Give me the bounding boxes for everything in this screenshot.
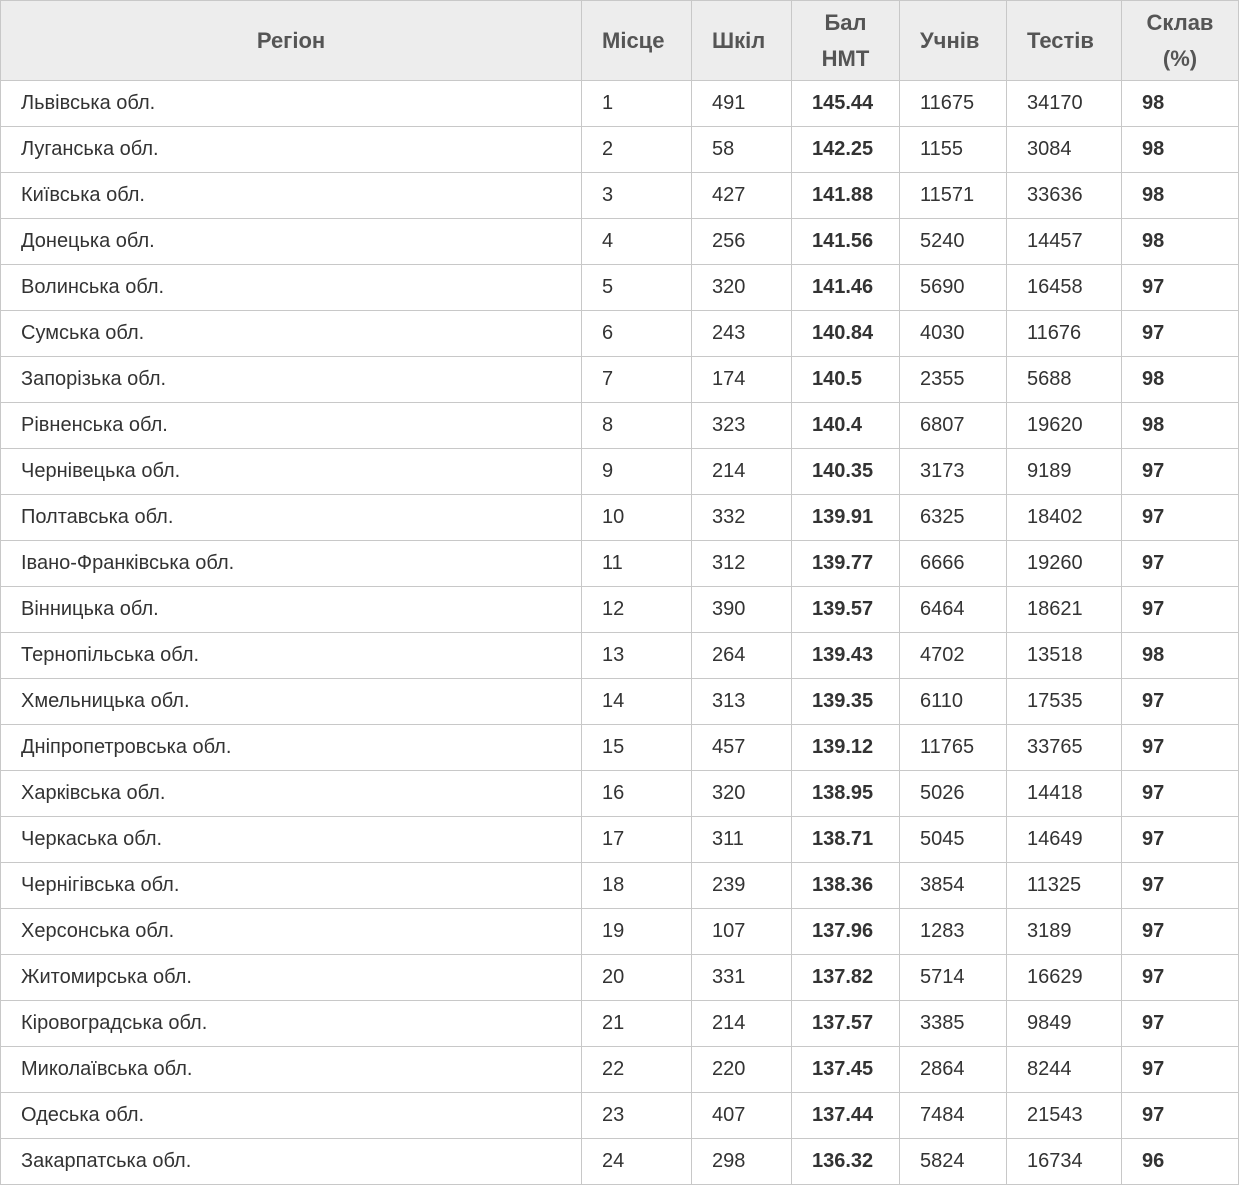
cell-place: 2: [582, 127, 692, 173]
cell-schools: 323: [692, 403, 792, 449]
table-row: [1, 357, 1239, 403]
cell-place: 18: [582, 863, 692, 909]
header-tests[interactable]: Тестів: [1007, 1, 1122, 81]
cell-region: Луганська обл.: [1, 127, 582, 173]
cell-students: 6807: [900, 403, 1007, 449]
cell-pass: 98: [1122, 357, 1239, 403]
cell-schools: 174: [692, 357, 792, 403]
cell-place: 23: [582, 1093, 692, 1139]
table-row: [1, 955, 1239, 1001]
header-pass[interactable]: [1122, 1, 1239, 81]
cell-score: 136.32: [792, 1139, 900, 1185]
cell-students: 5240: [900, 219, 1007, 265]
cell-pass: 97: [1122, 1001, 1239, 1047]
cell-tests: 11325: [1007, 863, 1122, 909]
cell-region: Харківська обл.: [1, 771, 582, 817]
table-row: [1, 265, 1239, 311]
header-score[interactable]: [792, 1, 900, 81]
cell-tests: 14418: [1007, 771, 1122, 817]
cell-tests: 9189: [1007, 449, 1122, 495]
cell-schools: 214: [692, 1001, 792, 1047]
cell-tests: 9849: [1007, 1001, 1122, 1047]
cell-region: Тернопільська обл.: [1, 633, 582, 679]
cell-students: 11675: [900, 81, 1007, 127]
cell-schools: 427: [692, 173, 792, 219]
cell-score: 141.88: [792, 173, 900, 219]
cell-place: 15: [582, 725, 692, 771]
cell-pass: 96: [1122, 1139, 1239, 1185]
table-row: [1, 1047, 1239, 1093]
cell-schools: 298: [692, 1139, 792, 1185]
cell-score: 137.57: [792, 1001, 900, 1047]
cell-schools: 332: [692, 495, 792, 541]
cell-schools: 407: [692, 1093, 792, 1139]
cell-pass: 97: [1122, 817, 1239, 863]
table-row: [1, 817, 1239, 863]
cell-score: 141.46: [792, 265, 900, 311]
cell-pass: 97: [1122, 541, 1239, 587]
cell-pass: 98: [1122, 173, 1239, 219]
cell-place: 22: [582, 1047, 692, 1093]
cell-score: 138.95: [792, 771, 900, 817]
cell-place: 19: [582, 909, 692, 955]
cell-score: 137.82: [792, 955, 900, 1001]
cell-students: 5824: [900, 1139, 1007, 1185]
header-pass-line1: Склав: [1146, 9, 1214, 35]
cell-region: Чернігівська обл.: [1, 863, 582, 909]
cell-schools: 107: [692, 909, 792, 955]
cell-schools: 313: [692, 679, 792, 725]
table-row: [1, 1001, 1239, 1047]
cell-score: 139.77: [792, 541, 900, 587]
cell-pass: 97: [1122, 909, 1239, 955]
cell-place: 7: [582, 357, 692, 403]
cell-students: 5026: [900, 771, 1007, 817]
cell-students: 1283: [900, 909, 1007, 955]
cell-place: 12: [582, 587, 692, 633]
cell-schools: 320: [692, 771, 792, 817]
cell-tests: 3084: [1007, 127, 1122, 173]
cell-tests: 33636: [1007, 173, 1122, 219]
cell-tests: 14649: [1007, 817, 1122, 863]
cell-schools: 331: [692, 955, 792, 1001]
cell-score: 137.96: [792, 909, 900, 955]
cell-schools: 457: [692, 725, 792, 771]
cell-place: 9: [582, 449, 692, 495]
cell-region: Донецька обл.: [1, 219, 582, 265]
cell-place: 21: [582, 1001, 692, 1047]
cell-tests: 5688: [1007, 357, 1122, 403]
cell-schools: 264: [692, 633, 792, 679]
table-row: [1, 541, 1239, 587]
cell-region: Запорізька обл.: [1, 357, 582, 403]
cell-pass: 97: [1122, 1093, 1239, 1139]
cell-tests: 19260: [1007, 541, 1122, 587]
header-students[interactable]: Учнів: [900, 1, 1007, 81]
cell-score: 138.36: [792, 863, 900, 909]
cell-region: Закарпатська обл.: [1, 1139, 582, 1185]
cell-place: 16: [582, 771, 692, 817]
cell-pass: 97: [1122, 311, 1239, 357]
cell-students: 4030: [900, 311, 1007, 357]
table-row: [1, 1093, 1239, 1139]
cell-tests: 8244: [1007, 1047, 1122, 1093]
cell-students: 3173: [900, 449, 1007, 495]
table-row: [1, 127, 1239, 173]
cell-region: Вінницька обл.: [1, 587, 582, 633]
cell-schools: 491: [692, 81, 792, 127]
table-row: [1, 311, 1239, 357]
cell-tests: 14457: [1007, 219, 1122, 265]
header-pass-line2: (%): [1162, 45, 1198, 71]
cell-score: 137.45: [792, 1047, 900, 1093]
cell-pass: 97: [1122, 955, 1239, 1001]
cell-tests: 17535: [1007, 679, 1122, 725]
cell-region: Дніпропетровська обл.: [1, 725, 582, 771]
cell-score: 142.25: [792, 127, 900, 173]
cell-tests: 11676: [1007, 311, 1122, 357]
cell-students: 7484: [900, 1093, 1007, 1139]
cell-region: Сумська обл.: [1, 311, 582, 357]
cell-tests: 18402: [1007, 495, 1122, 541]
header-row: [1, 1, 1239, 81]
cell-pass: 97: [1122, 679, 1239, 725]
cell-tests: 16458: [1007, 265, 1122, 311]
cell-region: Рівненська обл.: [1, 403, 582, 449]
cell-pass: 97: [1122, 265, 1239, 311]
cell-score: 138.71: [792, 817, 900, 863]
cell-pass: 97: [1122, 449, 1239, 495]
cell-score: 145.44: [792, 81, 900, 127]
cell-region: Хмельницька обл.: [1, 679, 582, 725]
cell-place: 8: [582, 403, 692, 449]
cell-region: Івано-Франківська обл.: [1, 541, 582, 587]
cell-score: 139.91: [792, 495, 900, 541]
cell-schools: 239: [692, 863, 792, 909]
cell-students: 5714: [900, 955, 1007, 1001]
table-header: [1, 1, 1239, 81]
cell-score: 137.44: [792, 1093, 900, 1139]
header-region[interactable]: Регіон: [1, 1, 582, 81]
cell-pass: 98: [1122, 127, 1239, 173]
cell-students: 3854: [900, 863, 1007, 909]
cell-place: 11: [582, 541, 692, 587]
cell-tests: 16734: [1007, 1139, 1122, 1185]
cell-students: 2864: [900, 1047, 1007, 1093]
cell-pass: 97: [1122, 725, 1239, 771]
cell-pass: 98: [1122, 403, 1239, 449]
cell-students: 4702: [900, 633, 1007, 679]
table-row: [1, 725, 1239, 771]
cell-tests: 21543: [1007, 1093, 1122, 1139]
table-body: [1, 81, 1239, 1185]
cell-place: 6: [582, 311, 692, 357]
cell-schools: 320: [692, 265, 792, 311]
cell-region: Миколаївська обл.: [1, 1047, 582, 1093]
header-score-line2: НМТ: [821, 45, 870, 71]
cell-region: Черкаська обл.: [1, 817, 582, 863]
cell-schools: 311: [692, 817, 792, 863]
cell-score: 140.84: [792, 311, 900, 357]
cell-pass: 97: [1122, 863, 1239, 909]
cell-score: 140.4: [792, 403, 900, 449]
cell-region: Київська обл.: [1, 173, 582, 219]
cell-students: 5045: [900, 817, 1007, 863]
cell-region: Кіровоградська обл.: [1, 1001, 582, 1047]
cell-students: 6666: [900, 541, 1007, 587]
cell-schools: 256: [692, 219, 792, 265]
cell-score: 140.5: [792, 357, 900, 403]
cell-score: 139.57: [792, 587, 900, 633]
cell-place: 5: [582, 265, 692, 311]
table-row: [1, 449, 1239, 495]
cell-students: 6110: [900, 679, 1007, 725]
cell-region: Чернівецька обл.: [1, 449, 582, 495]
cell-place: 24: [582, 1139, 692, 1185]
cell-schools: 312: [692, 541, 792, 587]
table-row: [1, 909, 1239, 955]
cell-place: 13: [582, 633, 692, 679]
cell-place: 14: [582, 679, 692, 725]
cell-region: Волинська обл.: [1, 265, 582, 311]
cell-place: 20: [582, 955, 692, 1001]
cell-place: 3: [582, 173, 692, 219]
header-schools[interactable]: Шкіл: [692, 1, 792, 81]
cell-schools: 58: [692, 127, 792, 173]
cell-score: 139.35: [792, 679, 900, 725]
cell-schools: 390: [692, 587, 792, 633]
cell-students: 3385: [900, 1001, 1007, 1047]
cell-place: 4: [582, 219, 692, 265]
header-place[interactable]: Місце: [582, 1, 692, 81]
cell-tests: 16629: [1007, 955, 1122, 1001]
cell-region: Житомирська обл.: [1, 955, 582, 1001]
cell-tests: 3189: [1007, 909, 1122, 955]
cell-place: 10: [582, 495, 692, 541]
cell-schools: 220: [692, 1047, 792, 1093]
cell-schools: 243: [692, 311, 792, 357]
cell-score: 141.56: [792, 219, 900, 265]
table-row: [1, 173, 1239, 219]
table-row: [1, 495, 1239, 541]
cell-schools: 214: [692, 449, 792, 495]
cell-score: 139.43: [792, 633, 900, 679]
cell-pass: 97: [1122, 771, 1239, 817]
cell-region: Одеська обл.: [1, 1093, 582, 1139]
cell-students: 6464: [900, 587, 1007, 633]
cell-pass: 97: [1122, 587, 1239, 633]
table-row: [1, 403, 1239, 449]
cell-region: Херсонська обл.: [1, 909, 582, 955]
cell-pass: 98: [1122, 81, 1239, 127]
table-row: [1, 81, 1239, 127]
cell-tests: 34170: [1007, 81, 1122, 127]
cell-pass: 98: [1122, 633, 1239, 679]
cell-score: 139.12: [792, 725, 900, 771]
table-row: [1, 219, 1239, 265]
header-score-line1: Бал: [824, 9, 867, 35]
cell-students: 11571: [900, 173, 1007, 219]
cell-tests: 33765: [1007, 725, 1122, 771]
cell-students: 11765: [900, 725, 1007, 771]
cell-region: Львівська обл.: [1, 81, 582, 127]
cell-students: 1155: [900, 127, 1007, 173]
table-row: [1, 1139, 1239, 1185]
cell-pass: 98: [1122, 219, 1239, 265]
cell-place: 1: [582, 81, 692, 127]
cell-region: Полтавська обл.: [1, 495, 582, 541]
cell-pass: 97: [1122, 1047, 1239, 1093]
cell-tests: 13518: [1007, 633, 1122, 679]
cell-students: 2355: [900, 357, 1007, 403]
cell-place: 17: [582, 817, 692, 863]
cell-students: 5690: [900, 265, 1007, 311]
table-row: [1, 587, 1239, 633]
table-row: [1, 633, 1239, 679]
table-row: [1, 863, 1239, 909]
cell-pass: 97: [1122, 495, 1239, 541]
cell-tests: 19620: [1007, 403, 1122, 449]
table-row: [1, 679, 1239, 725]
cell-tests: 18621: [1007, 587, 1122, 633]
cell-score: 140.35: [792, 449, 900, 495]
cell-students: 6325: [900, 495, 1007, 541]
table-row: [1, 771, 1239, 817]
